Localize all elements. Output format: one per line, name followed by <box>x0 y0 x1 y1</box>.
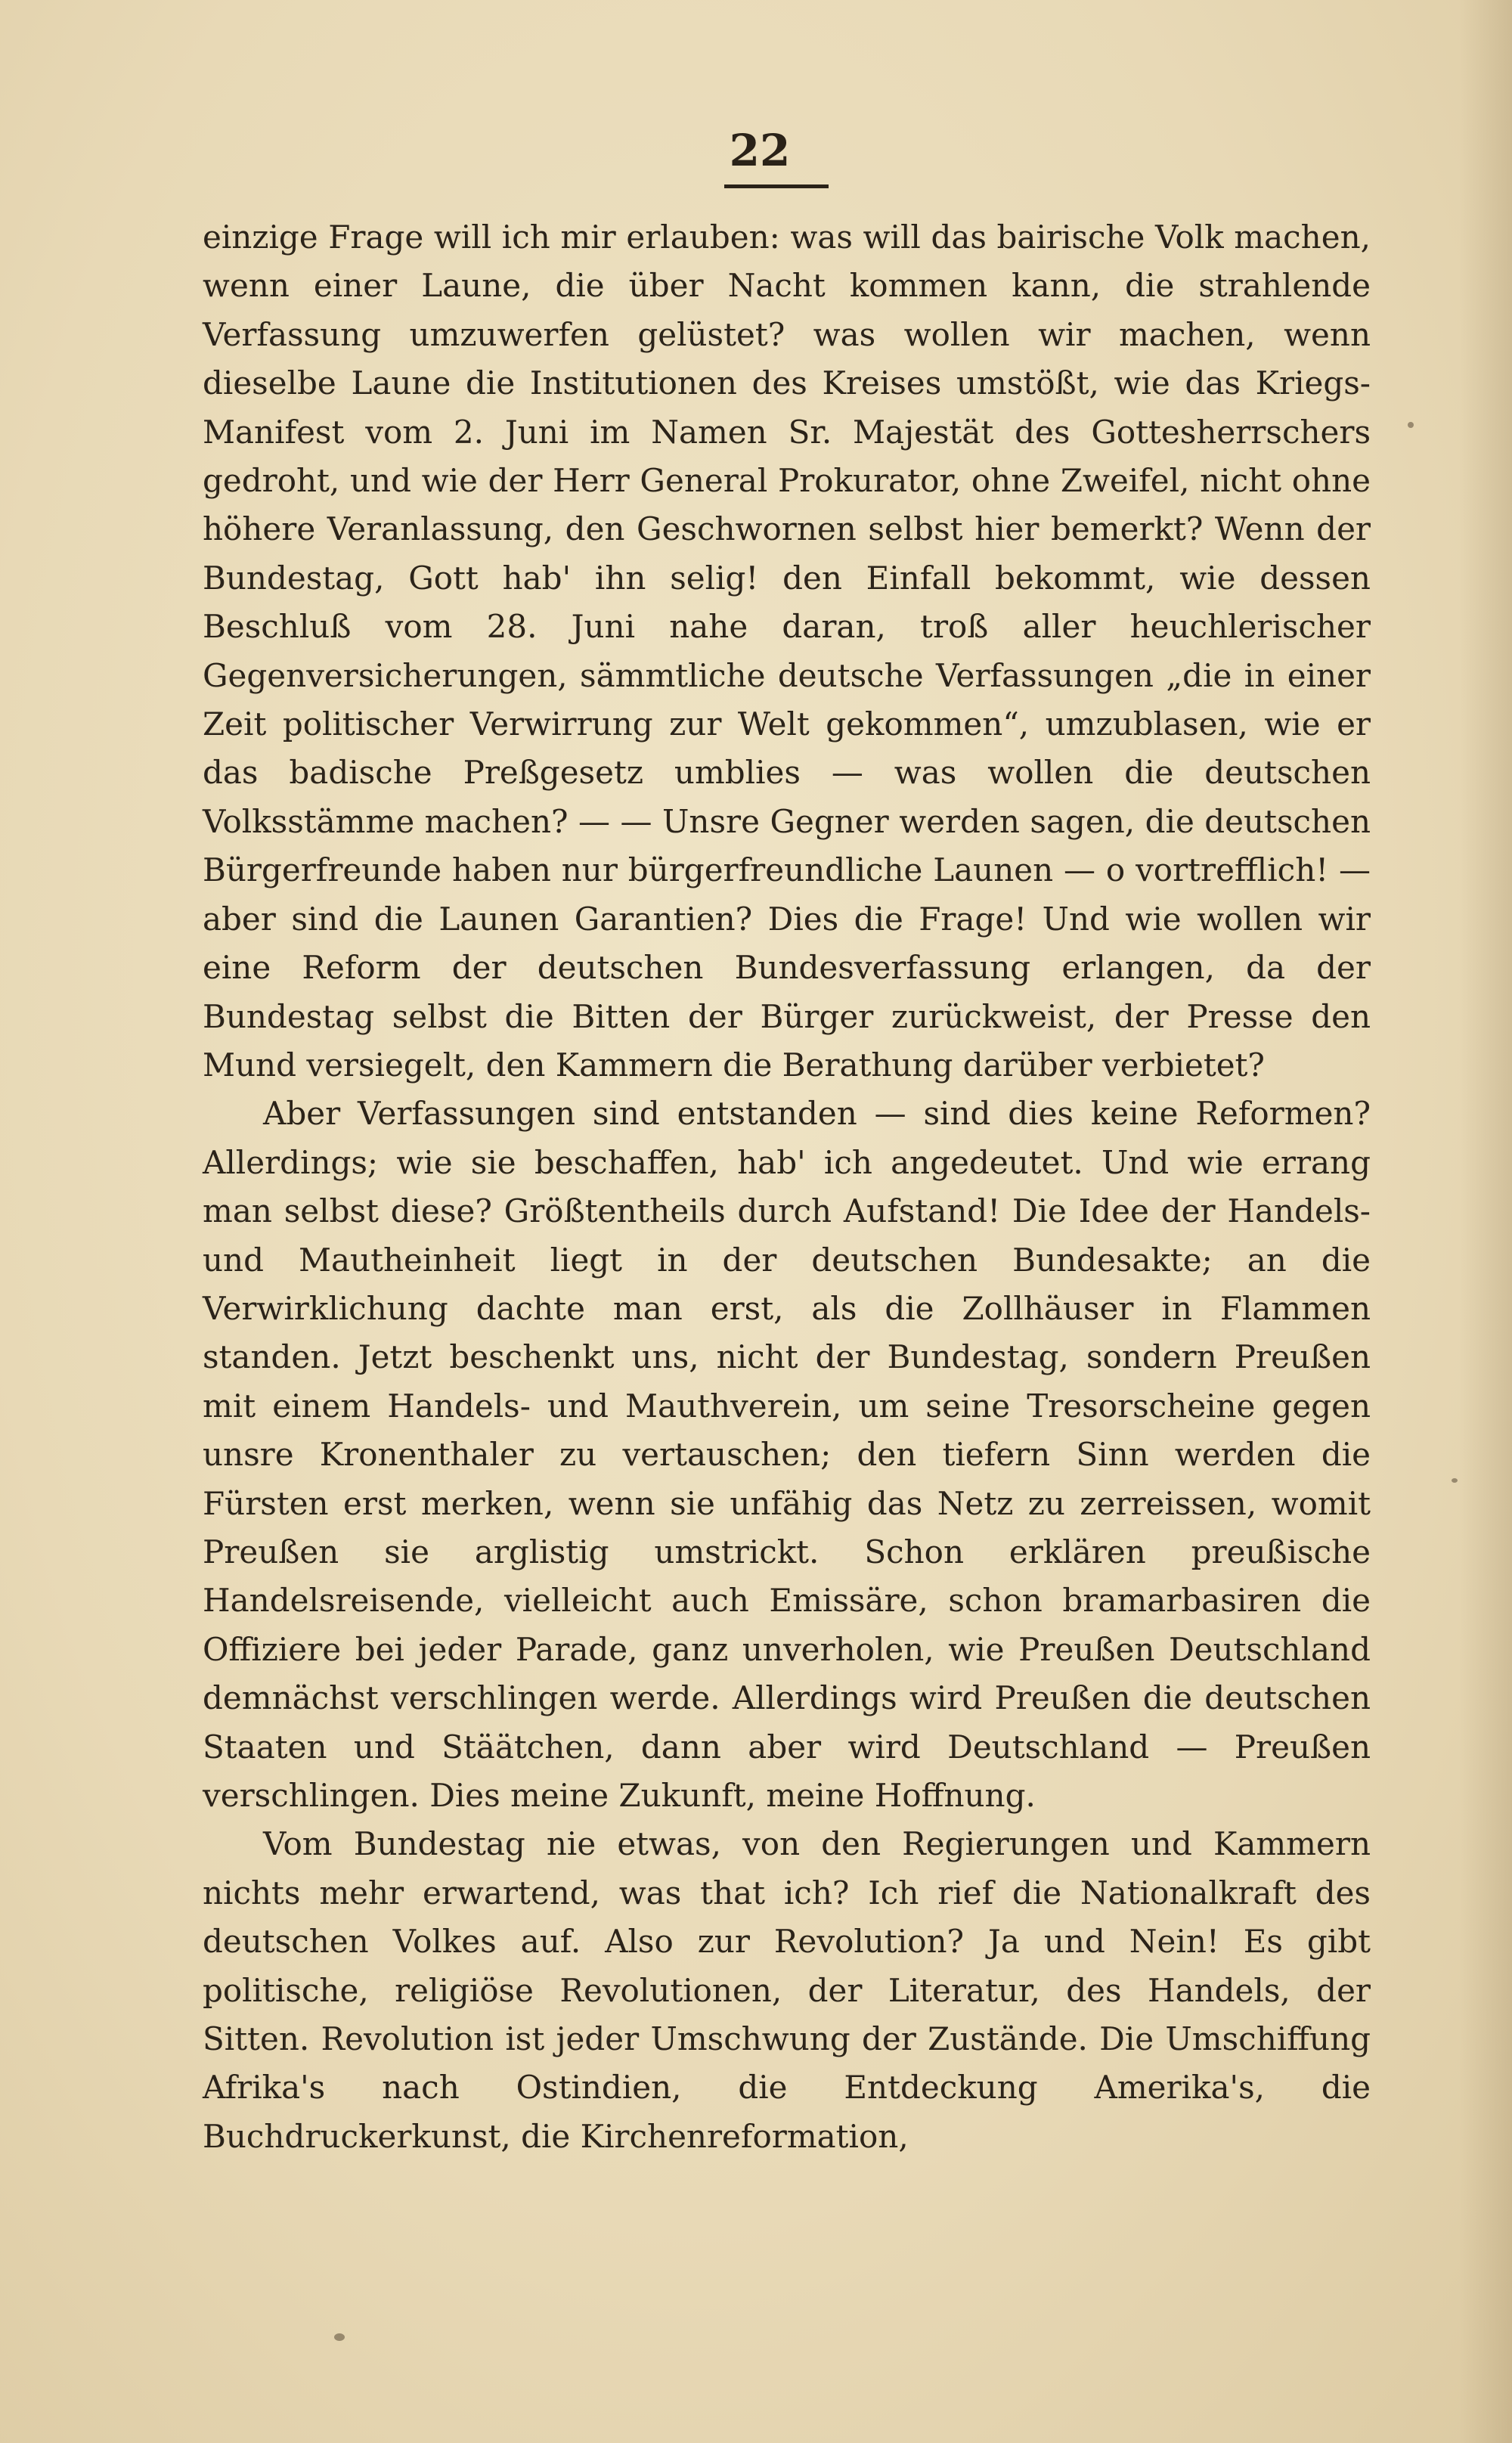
page-gutter-shadow <box>1459 0 1512 2443</box>
paragraph-3: Vom Bundestag nie etwas, von den Regierungen und Kammern nichts mehr erwartend, was that ich? Ich rief die Nationalkraft des deutschen Volkes auf. Also zur Revolution? Ja und Nein! Es gibt politische, religiöse Revolutionen, der Literatur, des Handels, der Sitten. Revolution ist jeder Umschwung der Zustände. Die Umschiffung Afrika's nach Ostindien, die Entdeckung Amerika's, die Buchdruckerkunst, die Kirchenreformation, <box>203 1825 1371 2155</box>
paper-speck <box>1452 1478 1458 1483</box>
paragraph-2: Aber Verfassungen sind entstanden — sind dies keine Reformen? Allerdings; wie sie beschaffen, hab' ich angedeutet. Und wie errang man selbst diese? Größtentheils durch Aufstand! Die Idee der Handels- und Mautheinheit liegt in der deutschen Bundesakte; an die Verwirklichung dachte man erst, als die Zollhäuser in Flammen standen. Jetzt beschenkt uns, nicht der Bundestag, sondern Preußen mit einem Handels- und Mauthverein, um seine Tresorscheine gegen unsre Kronenthaler zu vertauschen; den tiefern Sinn werden die Fürsten erst merken, wenn sie unfähig das Netz zu zerreissen, womit Preußen sie arglistig umstrickt. Schon erklären preußische Handelsreisende, vielleicht auch Emissäre, schon bramarbasiren die Offiziere bei jeder Parade, ganz unverholen, wie Preußen Deutschland demnächst verschlingen werde. Allerdings wird Preußen die deutschen Staaten und Stäätchen, dann aber wird Deutschland — Preußen verschlingen. Dies meine Zukunft, meine Hoffnung. <box>203 1095 1371 1814</box>
body-text <box>203 213 1371 2161</box>
paragraph-1: einzige Frage will ich mir erlauben: was will das bairische Volk machen, wenn einer Laune, die über Nacht kommen kann, die strahlende Verfassung umzuwerfen gelüstet? was wollen wir machen, wenn dieselbe Laune die Institutionen des Kreises umstößt, wie das Kriegs-Manifest vom 2. Juni im Namen Sr. Majestät des Gottesherrschers gedroht, und wie der Herr General Prokurator, ohne Zweifel, nicht ohne höhere Veranlassung, den Geschwornen selbst hier bemerkt? Wenn der Bundestag, Gott hab' ihn selig! den Einfall bekommt, wie dessen Beschluß vom 28. Juni nahe daran, troß aller heuchlerischer Gegenversicherungen, sämmtliche deutsche Verfassungen „die in einer Zeit politischer Verwirrung zur Welt gekommen“, umzublasen, wie er das badische Preßgesetz umblies — was wollen die deutschen Volksstämme machen? — — Unsre Gegner werden sagen, die deutschen Bürgerfreunde haben nur bürgerfreundliche Launen — o vortrefflich! — aber sind die Launen Garantien? Dies die Frage! Und wie wollen wir eine Reform der deutschen Bundesverfassung erlangen, da der Bundestag selbst die Bitten der Bürger zurückweist, der Presse den Mund versiegelt, den Kammern die Berathung darüber verbietet? <box>203 219 1371 1084</box>
paper-speck <box>334 2333 345 2341</box>
page-number-rule <box>724 184 829 188</box>
page-number: 22 <box>729 125 791 176</box>
paper-speck <box>1408 422 1414 428</box>
